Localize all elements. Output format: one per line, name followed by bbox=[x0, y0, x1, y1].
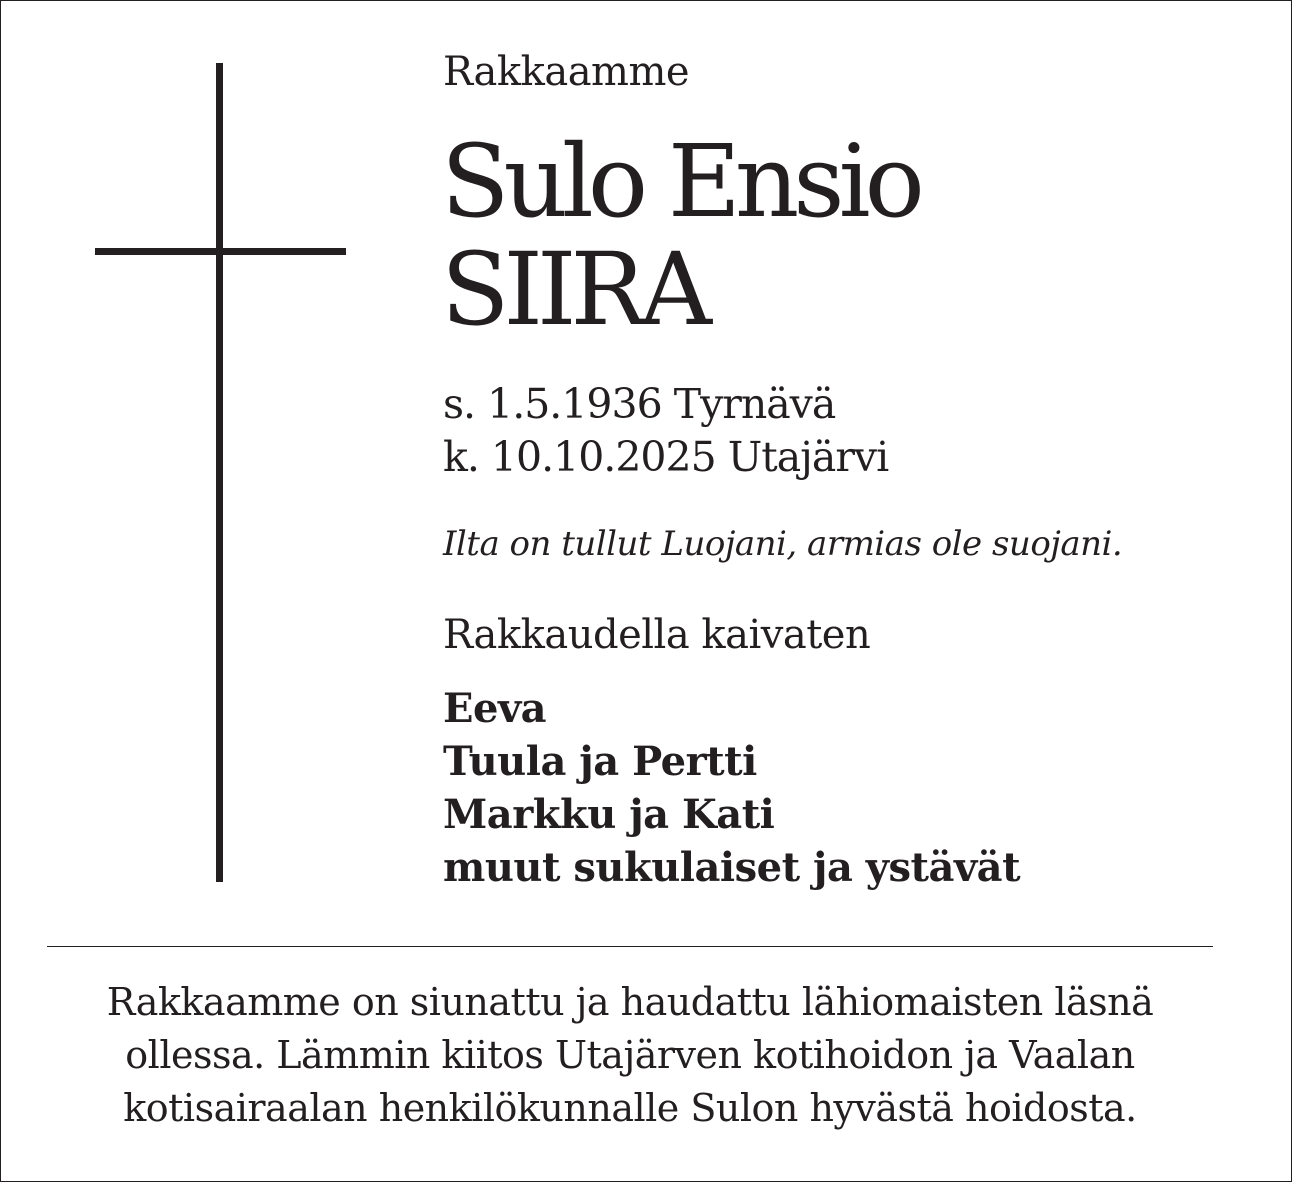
footer-line: ollessa. Lämmin kiitos Utajärven kotihoidon ja Vaalan bbox=[125, 1033, 1135, 1077]
intro-text: Rakkaamme bbox=[443, 49, 690, 95]
surname: SIIRA bbox=[441, 231, 707, 348]
mourner: Markku ja Kati bbox=[443, 791, 775, 838]
deceased-name bbox=[441, 123, 919, 348]
longing-text: Rakkaudella kaivaten bbox=[443, 612, 871, 658]
divider-line bbox=[47, 946, 1213, 947]
footer-line: kotisairaalan henkilökunnalle Sulon hyvästä hoidosta. bbox=[123, 1086, 1137, 1130]
birth-line: s. 1.5.1936 Tyrnävä bbox=[443, 380, 836, 428]
cross-horizontal-bar bbox=[95, 248, 346, 255]
mourner: muut sukulaiset ja ystävät bbox=[443, 844, 1021, 891]
cross-vertical-bar bbox=[216, 63, 223, 882]
footer-line: Rakkaamme on siunattu ja haudattu lähiomaisten läsnä bbox=[106, 980, 1154, 1024]
life-dates bbox=[443, 378, 888, 484]
mourner: Eeva bbox=[443, 685, 547, 732]
mourners-list bbox=[443, 682, 1020, 894]
first-names: Sulo Ensio bbox=[441, 123, 919, 240]
verse: Ilta on tullut Luojani, armias ole suojani. bbox=[443, 524, 1123, 564]
footer-text bbox=[30, 976, 1230, 1135]
death-line: k. 10.10.2025 Utajärvi bbox=[443, 433, 889, 481]
mourner: Tuula ja Pertti bbox=[443, 738, 757, 785]
